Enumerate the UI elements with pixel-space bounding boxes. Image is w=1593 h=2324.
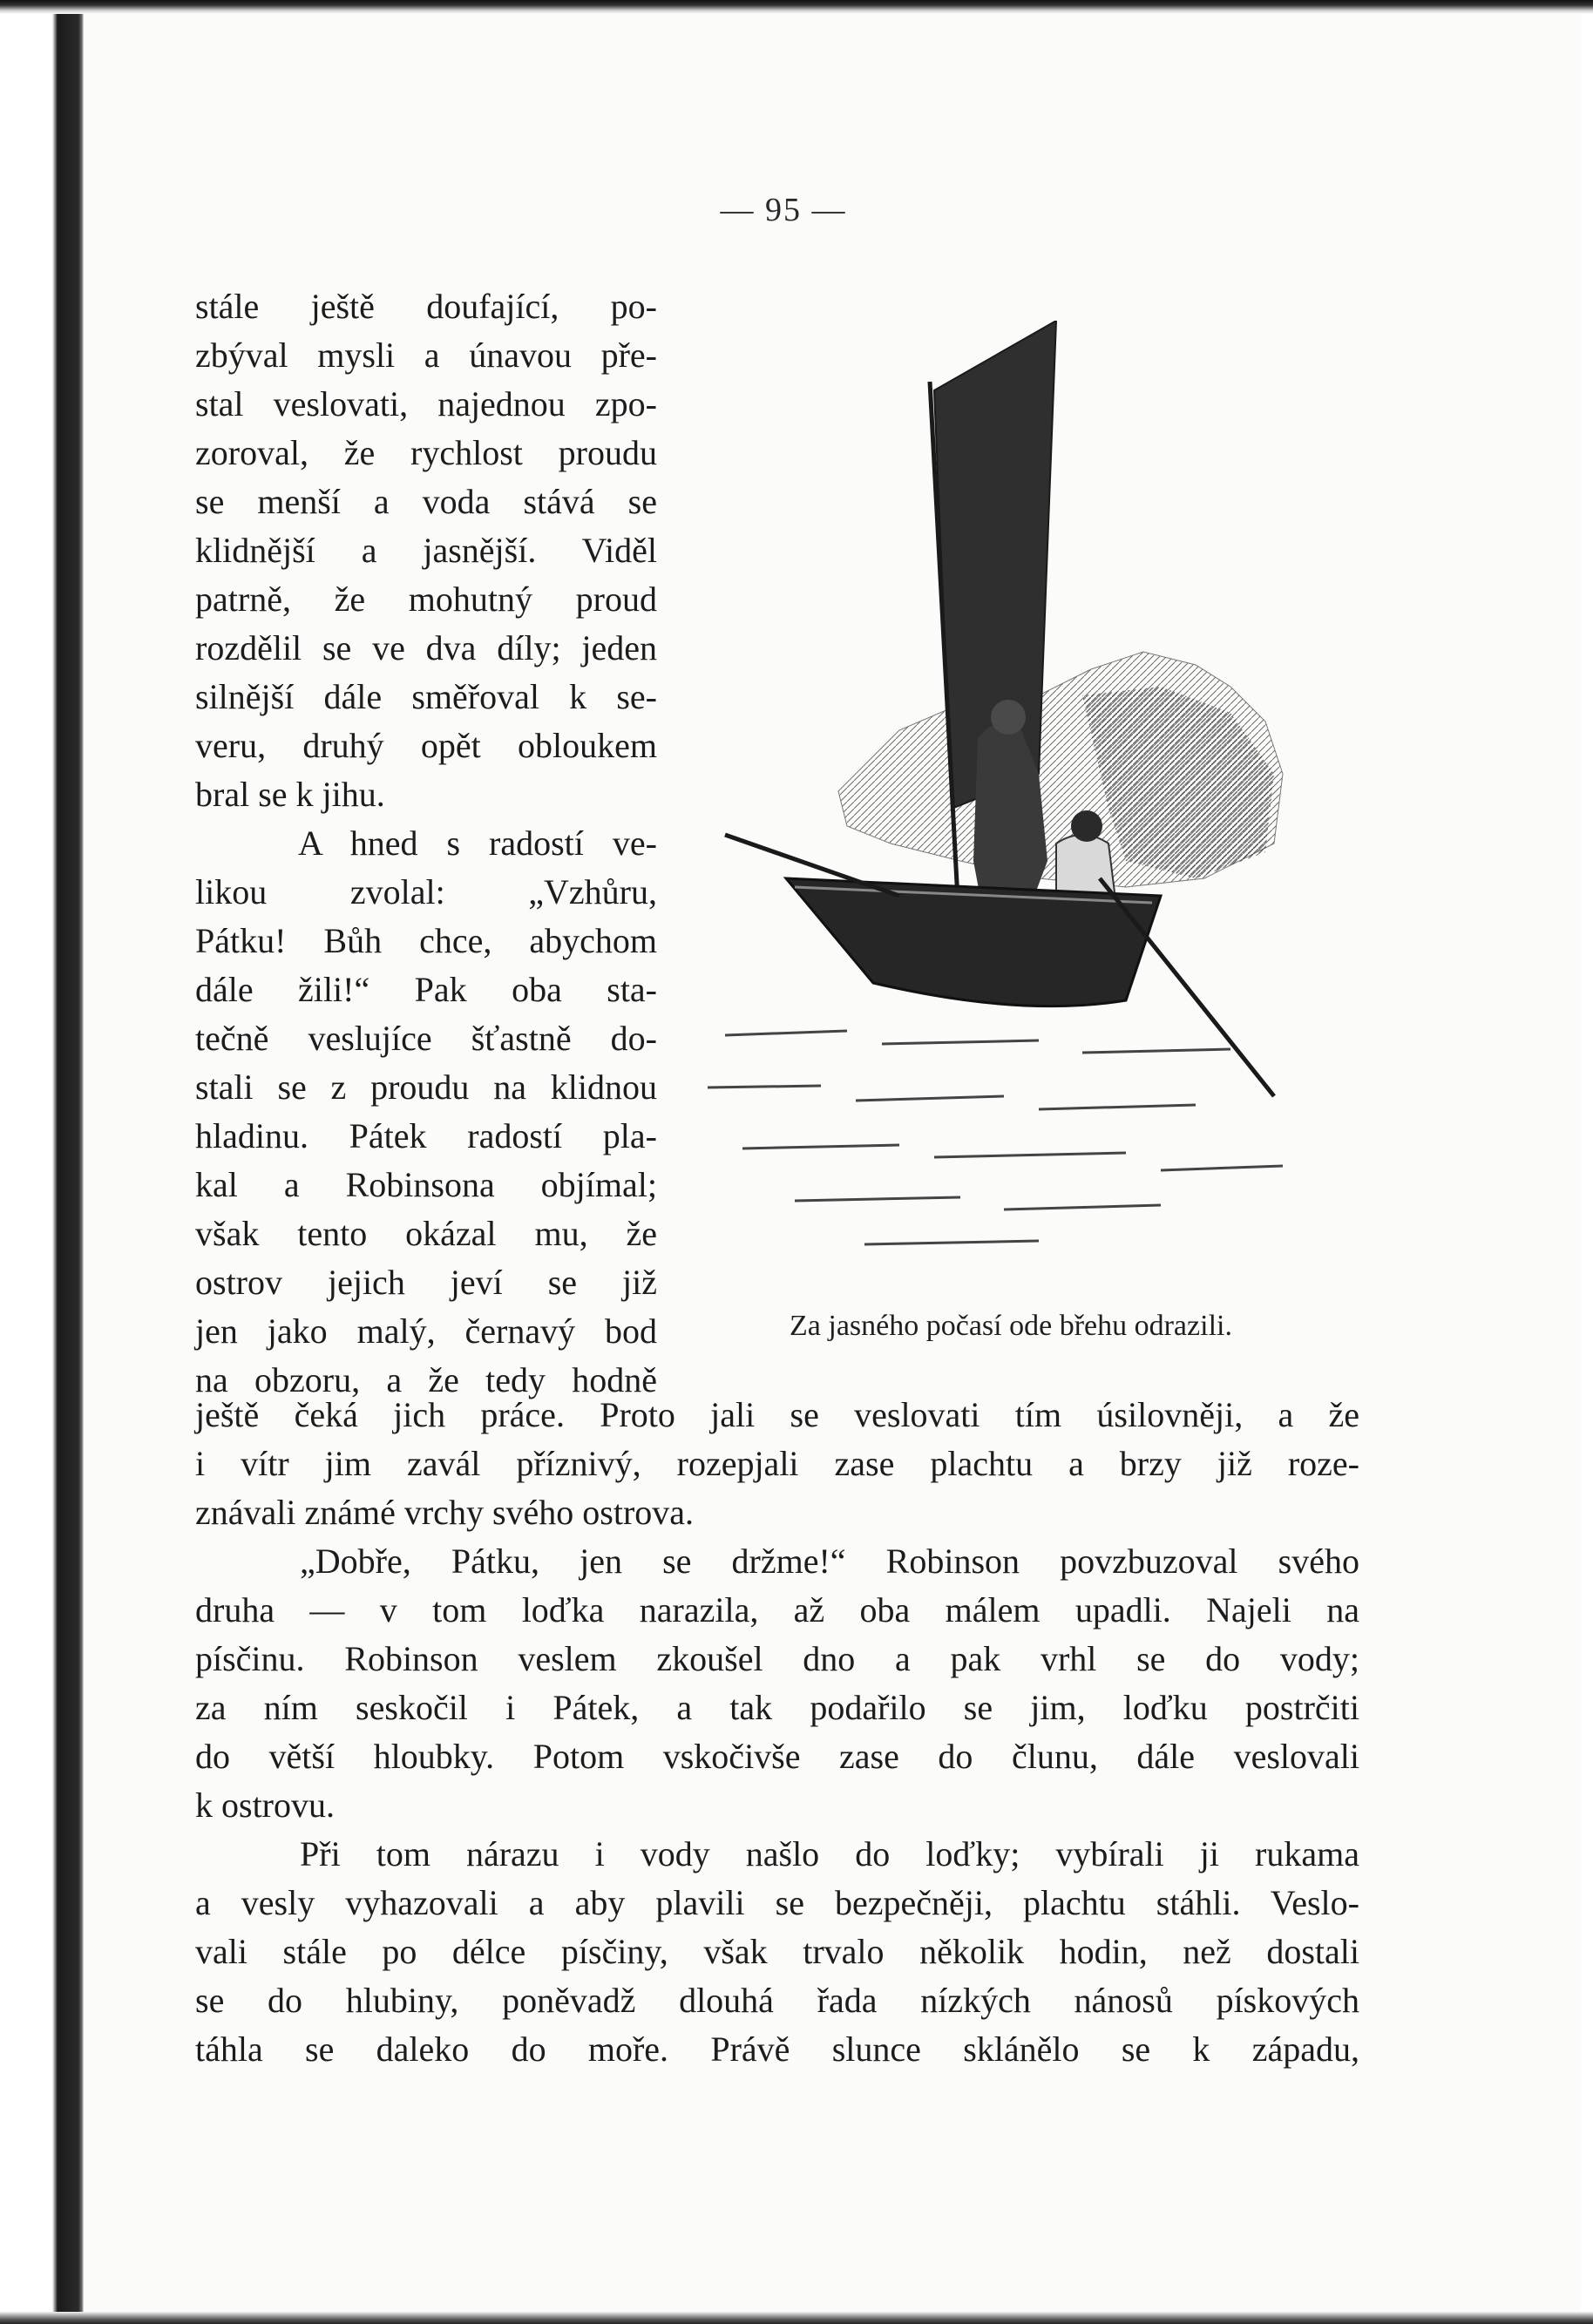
text-line: likou zvolal: „Vzhůru, bbox=[195, 872, 657, 911]
text-line: dále žili!“ Pak oba sta- bbox=[195, 970, 657, 1009]
text-line: na obzoru, a že tedy hodně bbox=[195, 1360, 657, 1399]
scan-left-edge bbox=[0, 0, 84, 2324]
text-line: a vesly vyhazovali a aby plavili se bezpečněji, plachtu stáhli. Veslo- bbox=[195, 1883, 1359, 1922]
text-line: stali se z proudu na klidnou bbox=[195, 1067, 657, 1107]
boat-hull bbox=[786, 878, 1161, 1006]
text-line: kal a Robinsona objímal; bbox=[195, 1165, 657, 1204]
text-line: však tento okázal mu, že bbox=[195, 1214, 657, 1253]
text-line: A hned s radostí ve- bbox=[298, 823, 657, 863]
text-line: „Dobře, Pátku, jen se držme!“ Robinson povzbuzoval svého bbox=[300, 1541, 1359, 1581]
text-line: stal veslovati, najednou zpo- bbox=[195, 384, 657, 423]
text-line: silnější dále směřoval k se- bbox=[195, 677, 657, 716]
narrow-text-column bbox=[195, 282, 657, 1405]
text-line: hladinu. Pátek radostí pla- bbox=[195, 1116, 657, 1155]
water-lines bbox=[708, 1031, 1283, 1244]
text-line: stále ještě doufající, po- bbox=[195, 287, 657, 326]
text-line: písčinu. Robinson veslem zkoušel dno a pak vrhl se do vody; bbox=[195, 1639, 1359, 1678]
text-line: do větší hloubky. Potom vskočivše zase do člunu, dále veslovali bbox=[195, 1737, 1359, 1776]
text-line: k ostrovu. bbox=[195, 1785, 335, 1825]
text-line: znávali známé vrchy svého ostrova. bbox=[195, 1493, 695, 1532]
text-line: druha — v tom loďka narazila, až oba málem upadli. Najeli na bbox=[195, 1590, 1359, 1630]
text-line: za ním seskočil i Pátek, a tak podařilo se jim, loďku postrčiti bbox=[195, 1688, 1359, 1727]
scan-top-edge bbox=[0, 0, 1593, 14]
text-line: vali stále po délce písčiny, však trvalo několik hodin, než dostali bbox=[195, 1932, 1359, 1971]
scan-bottom-edge bbox=[0, 2312, 1593, 2324]
boat-illustration bbox=[673, 321, 1344, 1275]
text-line: ještě čeká jich práce. Proto jali se veslovati tím úsilovněji, a že bbox=[195, 1395, 1359, 1434]
text-line: patrně, že mohutný proud bbox=[195, 579, 657, 619]
full-width-text bbox=[195, 1391, 1359, 2074]
text-line: Pátku! Bůh chce, abychom bbox=[195, 921, 657, 960]
text-line: se menší a voda stává se bbox=[195, 482, 657, 521]
text-line: táhla se daleko do moře. Právě slunce sklánělo se k západu, bbox=[195, 2029, 1359, 2069]
text-line: zbýval mysli a únavou pře- bbox=[195, 335, 657, 375]
text-line: rozdělil se ve dva díly; jeden bbox=[195, 628, 657, 667]
text-line: i vítr jim zavál příznivý, rozepjali zase plachtu a brzy již roze- bbox=[195, 1444, 1359, 1483]
page-number: — 95 — bbox=[720, 192, 847, 228]
text-line: se do hlubiny, poněvadž dlouhá řada nízkých nánosů pískových bbox=[195, 1981, 1359, 2020]
text-line: zoroval, že rychlost proudu bbox=[195, 433, 657, 472]
text-line: ostrov jejich jeví se již bbox=[195, 1263, 657, 1302]
text-line: jen jako malý, černavý bod bbox=[195, 1311, 657, 1351]
text-line: veru, druhý opět obloukem bbox=[195, 726, 657, 765]
text-line: Při tom nárazu i vody našlo do loďky; vybírali ji rukama bbox=[300, 1834, 1359, 1873]
text-line: tečně veslujíce šťastně do- bbox=[195, 1019, 657, 1058]
illustration-caption: Za jasného počasí ode břehu odrazili. bbox=[790, 1310, 1232, 1342]
text-line: klidnější a jasnější. Viděl bbox=[195, 531, 657, 570]
text-line: bral se k jihu. bbox=[195, 775, 385, 814]
